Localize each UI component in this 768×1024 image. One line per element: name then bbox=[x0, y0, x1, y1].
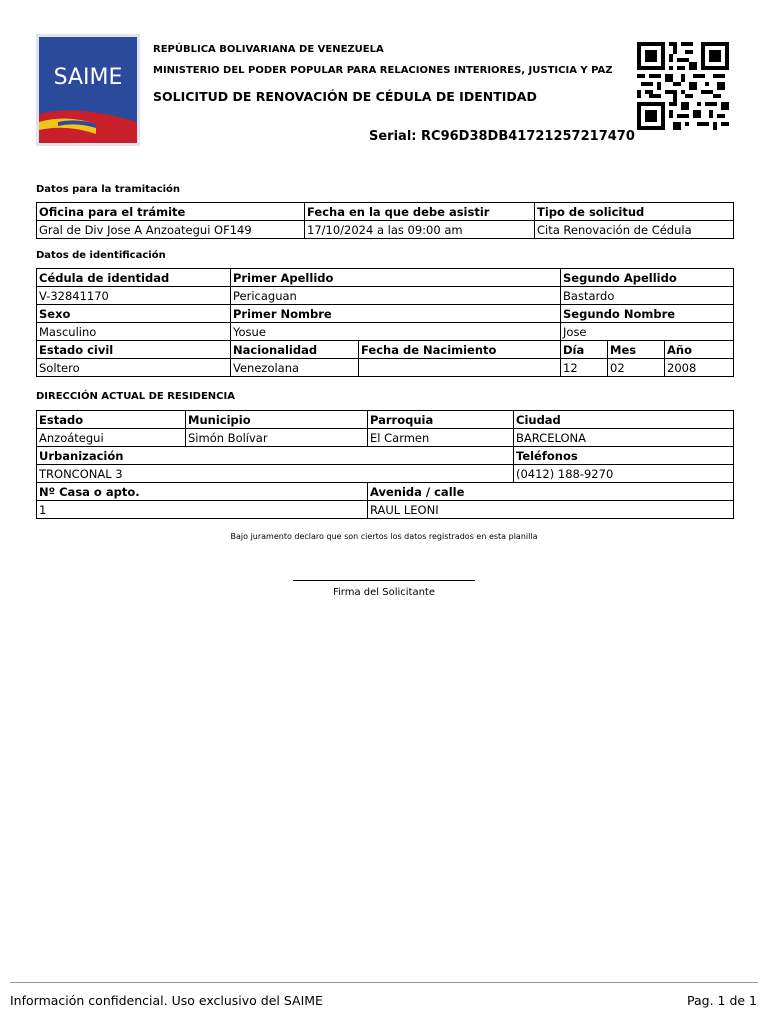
cedula-label: Cédula de identidad bbox=[37, 269, 231, 287]
municipio-label: Municipio bbox=[186, 411, 368, 429]
signature-line bbox=[293, 580, 475, 581]
primer-apellido-value: Pericaguan bbox=[231, 287, 561, 305]
parroquia-label: Parroquia bbox=[368, 411, 514, 429]
table-row bbox=[37, 341, 734, 359]
ciudad-value: BARCELONA bbox=[514, 429, 734, 447]
anio-label: Año bbox=[665, 341, 734, 359]
table-row bbox=[37, 429, 734, 447]
estado-civil-value: Soltero bbox=[37, 359, 231, 377]
table-row bbox=[37, 323, 734, 341]
municipio-value: Simón Bolívar bbox=[186, 429, 368, 447]
identificacion-table bbox=[36, 268, 734, 377]
cedula-value: V-32841170 bbox=[37, 287, 231, 305]
dia-label: Día bbox=[561, 341, 608, 359]
parroquia-value: El Carmen bbox=[368, 429, 514, 447]
sexo-value: Masculino bbox=[37, 323, 231, 341]
table-cell: Gral de Div Jose A Anzoategui OF149 bbox=[37, 221, 305, 239]
table-row bbox=[37, 287, 734, 305]
table-cell: 17/10/2024 a las 09:00 am bbox=[305, 221, 535, 239]
ministry-name: MINISTERIO DEL PODER POPULAR PARA RELACIONES INTERIORES, JUSTICIA Y PAZ bbox=[153, 65, 613, 76]
footer-confidential: Información confidencial. Uso exclusivo del SAIME bbox=[10, 993, 323, 1008]
table-header-cell: Oficina para el trámite bbox=[37, 203, 305, 221]
table-row bbox=[37, 305, 734, 323]
nacionalidad-value: Venezolana bbox=[231, 359, 359, 377]
estado-label: Estado bbox=[37, 411, 186, 429]
page-number: Pag. 1 de 1 bbox=[687, 993, 757, 1008]
segundo-apellido-label: Segundo Apellido bbox=[561, 269, 734, 287]
table-cell: Cita Renovación de Cédula bbox=[535, 221, 734, 239]
segundo-nombre-value: Jose bbox=[561, 323, 734, 341]
segundo-apellido-value: Bastardo bbox=[561, 287, 734, 305]
section-identificacion-title: Datos de identificación bbox=[36, 250, 166, 261]
telefonos-value: (0412) 188-9270 bbox=[514, 465, 734, 483]
table-row bbox=[37, 221, 734, 239]
saime-logo bbox=[36, 34, 140, 146]
qr-code-icon bbox=[637, 42, 729, 130]
mes-value: 02 bbox=[608, 359, 665, 377]
avenida-value: RAUL LEONI bbox=[368, 501, 734, 519]
sexo-label: Sexo bbox=[37, 305, 231, 323]
table-row bbox=[37, 359, 734, 377]
ciudad-label: Ciudad bbox=[514, 411, 734, 429]
logo-text: SAIME bbox=[53, 65, 123, 90]
anio-value: 2008 bbox=[665, 359, 734, 377]
primer-nombre-label: Primer Nombre bbox=[231, 305, 561, 323]
footer-divider bbox=[10, 982, 758, 983]
table-row bbox=[37, 203, 734, 221]
document-title: SOLICITUD DE RENOVACIÓN DE CÉDULA DE IDENTIDAD bbox=[153, 89, 537, 104]
section-tramitacion-title: Datos para la tramitación bbox=[36, 184, 181, 195]
table-row bbox=[37, 483, 734, 501]
table-row bbox=[37, 447, 734, 465]
urbanizacion-value: TRONCONAL 3 bbox=[37, 465, 514, 483]
fecha-nacimiento-label: Fecha de Nacimiento bbox=[359, 341, 561, 359]
dia-value: 12 bbox=[561, 359, 608, 377]
nacionalidad-label: Nacionalidad bbox=[231, 341, 359, 359]
telefonos-label: Teléfonos bbox=[514, 447, 734, 465]
segundo-nombre-label: Segundo Nombre bbox=[561, 305, 734, 323]
table-row bbox=[37, 411, 734, 429]
fecha-nacimiento-value bbox=[359, 359, 561, 377]
section-residencia-title: DIRECCIÓN ACTUAL DE RESIDENCIA bbox=[36, 391, 235, 402]
republic-name: REPÚBLICA BOLIVARIANA DE VENEZUELA bbox=[153, 44, 384, 55]
table-row bbox=[37, 269, 734, 287]
table-row bbox=[37, 501, 734, 519]
serial-value: RC96D38DB41721257217470 bbox=[421, 129, 635, 144]
table-header-cell: Tipo de solicitud bbox=[535, 203, 734, 221]
primer-apellido-label: Primer Apellido bbox=[231, 269, 561, 287]
estado-civil-label: Estado civil bbox=[37, 341, 231, 359]
oath-statement: Bajo juramento declaro que son ciertos los datos registrados en esta planilla bbox=[230, 532, 538, 541]
serial-line bbox=[369, 129, 635, 144]
estado-value: Anzoátegui bbox=[37, 429, 186, 447]
tramitacion-table bbox=[36, 202, 734, 239]
mes-label: Mes bbox=[608, 341, 665, 359]
urbanizacion-label: Urbanización bbox=[37, 447, 514, 465]
table-header-cell: Fecha en la que debe asistir bbox=[305, 203, 535, 221]
signature-label: Firma del Solicitante bbox=[332, 587, 435, 598]
table-row bbox=[37, 465, 734, 483]
primer-nombre-value: Yosue bbox=[231, 323, 561, 341]
casa-label: Nº Casa o apto. bbox=[37, 483, 368, 501]
serial-label: Serial: bbox=[369, 129, 417, 144]
residencia-table bbox=[36, 410, 734, 519]
avenida-label: Avenida / calle bbox=[368, 483, 734, 501]
casa-value: 1 bbox=[37, 501, 368, 519]
